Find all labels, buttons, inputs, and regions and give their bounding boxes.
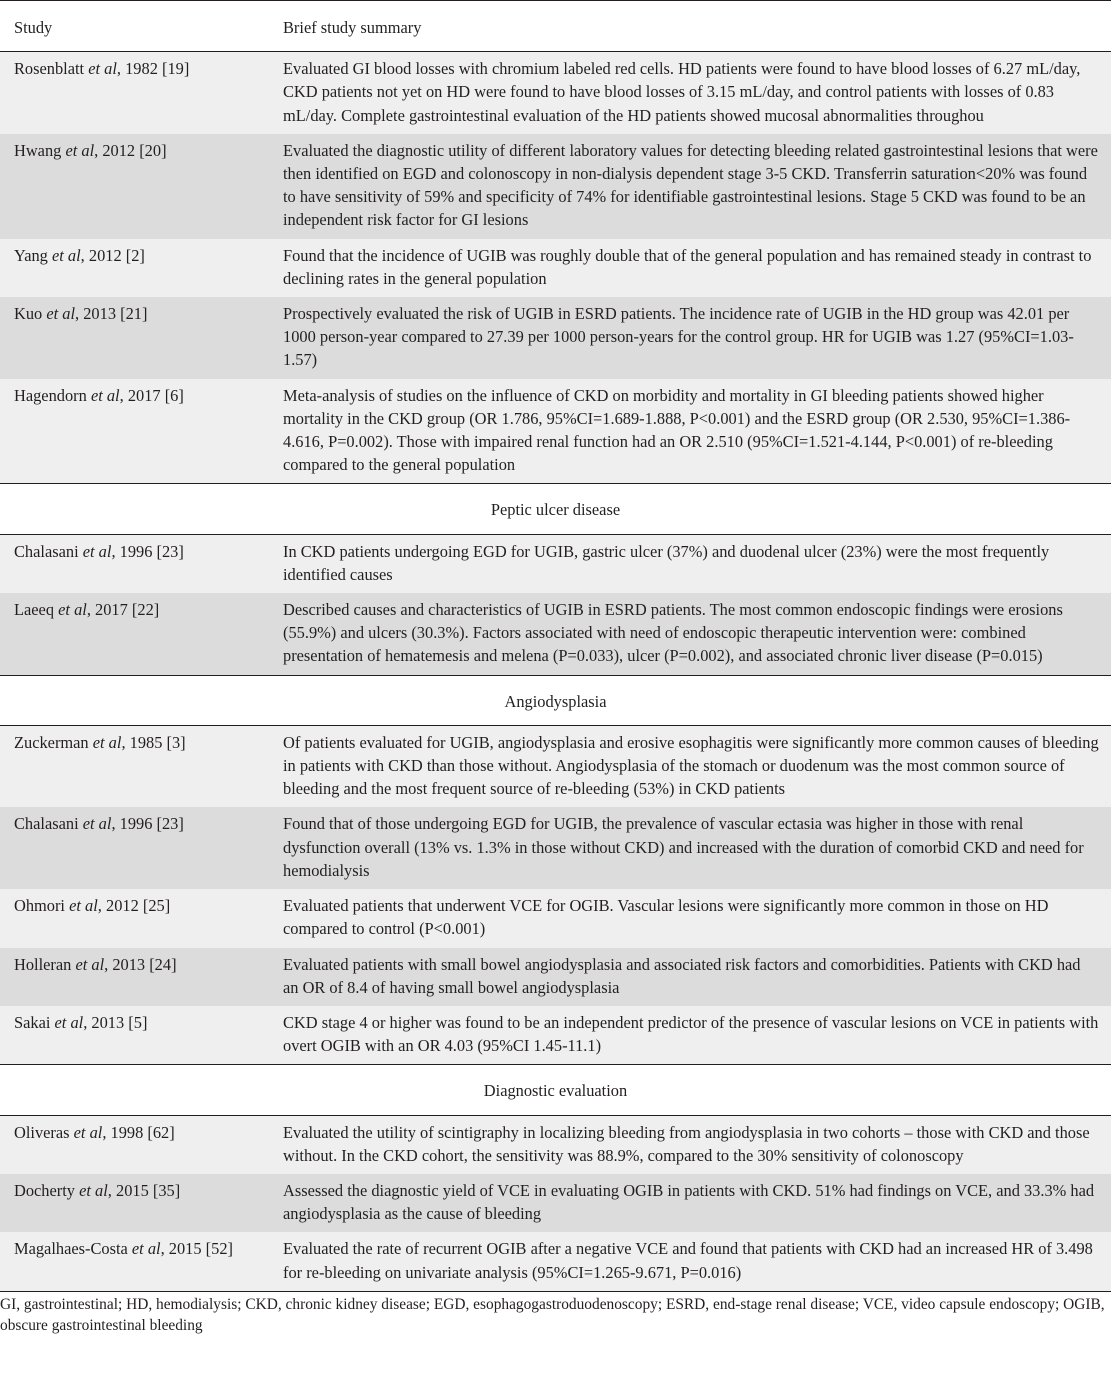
study-author: Rosenblatt: [14, 59, 85, 79]
study-cell: [0, 1232, 269, 1291]
study-et-al: et al: [82, 541, 112, 561]
summary-cell: Evaluated patients that underwent VCE for OGIB. Vascular lesions were significantly more common in those on HD compared to control (P<0.001): [283, 896, 1049, 939]
study-author: Docherty: [14, 1180, 75, 1200]
study-year-ref: , 2015 [35]: [107, 1180, 181, 1200]
study-cell: [0, 1115, 269, 1174]
study-cell: [0, 807, 269, 889]
study-author: Zuckerman: [14, 732, 89, 752]
table-header-row: [0, 1, 1111, 52]
study-et-al: et al: [131, 1239, 161, 1259]
section-title: Diagnostic evaluation: [0, 1065, 1111, 1115]
study-et-al: et al: [69, 896, 98, 916]
study-year-ref: , 2012 [20]: [94, 140, 167, 160]
study-year-ref: , 2012 [2]: [80, 245, 145, 265]
study-et-al: et al: [75, 954, 105, 974]
study-cell: [0, 534, 269, 593]
study-year-ref: , 1998 [62]: [102, 1122, 175, 1142]
study-cell: [0, 134, 269, 239]
study-et-al: et al: [90, 385, 120, 405]
study-cell: [0, 725, 269, 807]
study-author: Hwang: [14, 140, 62, 160]
study-cell: [0, 889, 269, 947]
study-author: Holleran: [14, 954, 72, 974]
summary-cell: Evaluated the rate of recurrent OGIB after a negative VCE and found that patients with CKD had an increased HR of 3.498 for re-bleeding on univariate analysis (95%CI=1.265-9.671, P=0.016): [283, 1239, 1093, 1282]
study-author: Magalhaes-Costa: [14, 1239, 128, 1259]
study-author: Ohmori: [14, 896, 65, 916]
summary-cell: CKD stage 4 or higher was found to be an independent predictor of the presence of vascular lesions on VCE in patients with overt OGIB with an OR 4.03 (95%CI 1.45-11.1): [283, 1012, 1099, 1056]
section-header-row: [0, 1065, 1111, 1115]
summary-cell: In CKD patients undergoing EGD for UGIB, gastric ulcer (37%) and duodenal ulcer (23%) were the most frequently identified causes: [283, 541, 1050, 584]
study-year-ref: , 1982 [19]: [116, 59, 190, 79]
study-author: Sakai: [14, 1012, 51, 1032]
study-et-al: et al: [92, 732, 122, 752]
study-year-ref: , 1996 [23]: [111, 814, 184, 834]
study-et-al: et al: [88, 59, 117, 79]
study-cell: [0, 593, 269, 675]
study-cell: [0, 948, 269, 1006]
study-et-al: et al: [82, 814, 112, 834]
study-et-al: et al: [46, 304, 76, 324]
study-year-ref: , 2012 [25]: [97, 896, 171, 916]
study-author: Chalasani: [14, 814, 79, 834]
summary-cell: Assessed the diagnostic yield of VCE in evaluating OGIB in patients with CKD. 51% had findings on VCE, and 33.3% had angiodysplasia as the cause of bleeding: [283, 1180, 1095, 1224]
study-cell: [0, 52, 269, 134]
table-row: [0, 1232, 1111, 1291]
table-row: [0, 725, 1111, 807]
study-year-ref: , 2013 [5]: [83, 1012, 148, 1032]
study-year-ref: , 1996 [23]: [111, 541, 184, 561]
table-row: [0, 134, 1111, 239]
table-row: [0, 593, 1111, 675]
table-row: [0, 534, 1111, 593]
study-et-al: et al: [51, 245, 81, 265]
summary-cell: Evaluated the utility of scintigraphy in localizing bleeding from angiodysplasia in two cohorts – those with CKD and those without. In the CKD cohort, the sensitivity was 88.9%, compared to the 30% sensitivity of colonoscopy: [283, 1122, 1090, 1165]
study-author: Yang: [14, 245, 48, 265]
study-cell: [0, 297, 269, 379]
study-author: Laeeq: [14, 600, 55, 620]
study-year-ref: , 2013 [21]: [75, 304, 148, 324]
table-row: [0, 1174, 1111, 1232]
summary-cell: Evaluated patients with small bowel angiodysplasia and associated risk factors and comorbidities. Patients with CKD had an OR of 8.4 of having small bowel angiodysplasia: [283, 954, 1081, 997]
study-year-ref: , 2017 [22]: [86, 600, 160, 620]
section-title: Peptic ulcer disease: [0, 484, 1111, 534]
summary-cell: Evaluated the diagnostic utility of different laboratory values for detecting bleeding related gastrointestinal lesions that were then identified on EGD and colonoscopy in non-dialysis dependent stage 3-5 CKD. Transferrin saturation<20% was found to have sensitivity of 59% and specificity of 74% for identifiable gastrointestinal lesions. Stage 5 CKD was found to be an independent risk factor for GI lesions: [283, 140, 1098, 230]
summary-cell: Evaluated GI blood losses with chromium labeled red cells. HD patients were found to have blood losses of 6.27 mL/day, CKD patients not yet on HD were found to have blood losses of 3.15 mL/day, and control patients with losses of 0.83 mL/day. Complete gastrointestinal evaluation of the HD patients showed mucosal abnormalities throughou: [283, 59, 1081, 125]
study-author: Kuo: [14, 304, 43, 324]
table-row: [0, 807, 1111, 889]
table-row: [0, 889, 1111, 947]
study-et-al: et al: [58, 600, 87, 620]
study-et-al: et al: [79, 1180, 108, 1200]
study-year-ref: , 2015 [52]: [160, 1239, 233, 1259]
summary-cell: Found that of those undergoing EGD for UGIB, the prevalence of vascular ectasia was higher in those with renal dysfunction overall (13% vs. 1.3% in those without CKD) and increased with the duration of comorbid CKD and need for hemodialysis: [283, 814, 1084, 880]
table-row: [0, 52, 1111, 134]
study-cell: [0, 1174, 269, 1232]
study-cell: [0, 1006, 269, 1065]
table-row: [0, 1115, 1111, 1174]
study-author: Chalasani: [14, 541, 79, 561]
summary-cell: Described causes and characteristics of UGIB in ESRD patients. The most common endoscopic findings were erosions (55.9%) and ulcers (30.3%). Factors associated with need of endoscopic therapeutic intervention were: combined presentation of hematemesis and melena (P=0.033), ulcer (P=0.002), and associated chronic liver disease (P=0.015): [283, 600, 1063, 666]
table-row: [0, 239, 1111, 297]
summary-cell: Meta-analysis of studies on the influence of CKD on morbidity and mortality in GI bleeding patients showed higher mortality in the CKD group (OR 1.786, 95%CI=1.689-1.888, P<0.001) and the ESRD group (OR 2.530, 95%CI=1.386-4.616, P=0.002). Those with impaired renal function had an OR 2.510 (95%CI=1.521-4.144, P<0.001) of re-bleeding compared to the general population: [283, 385, 1071, 475]
study-et-al: et al: [73, 1122, 103, 1142]
summary-column-header: Brief study summary: [283, 18, 422, 37]
table-row: [0, 379, 1111, 484]
table-row: [0, 948, 1111, 1006]
table-footnote: GI, gastrointestinal; HD, hemodialysis; CKD, chronic kidney disease; EGD, esophagogastroduodenoscopy; ESRD, end-stage renal disease; VCE, video capsule endoscopy; OGIB, obscure gastrointestinal bleeding: [0, 1295, 1105, 1334]
table-row: [0, 1006, 1111, 1065]
table-body: [0, 52, 1111, 1292]
study-author: Hagendorn: [14, 385, 87, 405]
study-author: Oliveras: [14, 1122, 70, 1142]
study-cell: [0, 239, 269, 297]
summary-cell: Prospectively evaluated the risk of UGIB in ESRD patients. The incidence rate of UGIB in the HD group was 42.01 per 1000 person-year compared to 27.39 per 1000 person-years for the control group. HR for UGIB was 1.27 (95%CI=1.03-1.57): [283, 304, 1074, 370]
study-year-ref: , 2013 [24]: [104, 954, 177, 974]
study-year-ref: , 1985 [3]: [121, 732, 186, 752]
study-et-al: et al: [65, 140, 95, 160]
study-year-ref: , 2017 [6]: [119, 385, 184, 405]
study-cell: [0, 379, 269, 484]
section-header-row: [0, 675, 1111, 725]
table-row: [0, 297, 1111, 379]
study-column-header: Study: [14, 18, 53, 37]
section-header-row: [0, 484, 1111, 534]
section-title: Angiodysplasia: [0, 675, 1111, 725]
study-et-al: et al: [54, 1012, 84, 1032]
summary-cell: Found that the incidence of UGIB was roughly double that of the general population and has remained steady in contrast to declining rates in the general population: [283, 245, 1092, 288]
summary-cell: Of patients evaluated for UGIB, angiodysplasia and erosive esophagitis were significantly more common causes of bleeding in patients with CKD than those without. Angiodysplasia of the stomach or duodenum was the most common source of bleeding and the most frequent source of re-bleeding (53%) in CKD patients: [283, 732, 1099, 799]
